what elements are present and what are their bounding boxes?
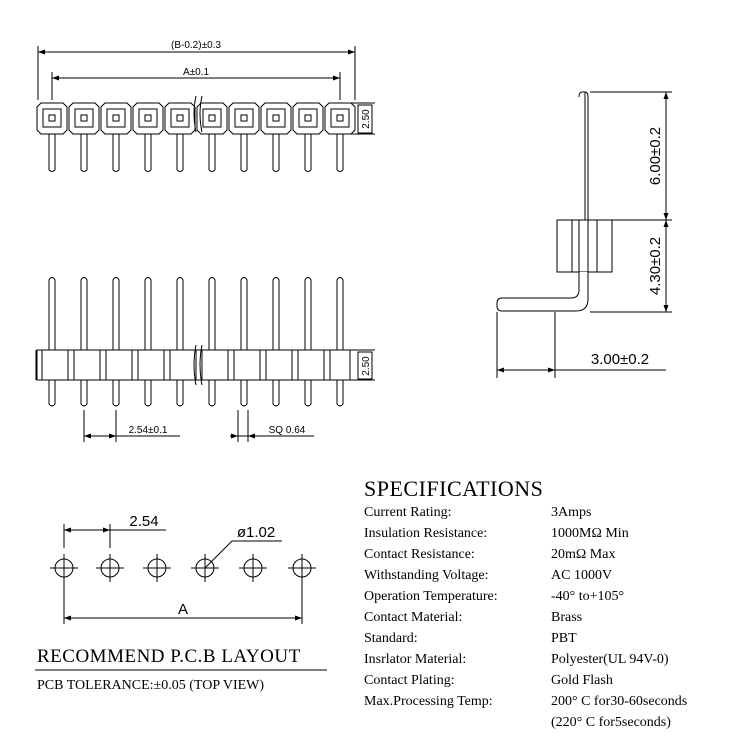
specifications-table [364,505,687,730]
top-view-pin-position [197,103,227,172]
pcb-hole [143,554,171,582]
spec-value: 20mΩ Max [551,547,616,562]
pcb-hole [288,554,316,582]
front-view-pin [337,278,343,407]
top-view-pin-position [37,103,67,172]
a-dimension: A±0.1 [182,67,210,78]
side-view [497,92,672,378]
front-view-pin [177,278,183,407]
spec-label: Withstanding Voltage: [364,568,489,583]
pcb-tolerance: PCB TOLERANCE:±0.05 (TOP VIEW) [37,678,265,693]
specifications-title: SPECIFICATIONS [364,476,544,501]
spec-label: Contact Plating: [364,673,455,688]
front-view-pin [273,278,279,407]
pcb-hole [239,554,267,582]
spec-label: Operation Temperature: [364,589,498,604]
spec-value: 1000MΩ Min [551,526,629,541]
pcb-layout [35,513,327,693]
pcb-pitch-dimension: 2.54 [129,513,159,530]
top-view-pin-position [261,103,291,172]
pcb-span-dimension: A [177,601,189,618]
top-view [37,40,375,172]
spec-label: Standard: [364,631,418,646]
spec-value: Polyester(UL 94V-0) [551,652,669,667]
spec-label: Insrlator Material: [364,652,467,667]
front-view-pin [49,278,55,407]
front-view-pins [49,278,343,407]
housing-height-dimension: 4.30±0.2 [647,236,664,296]
top-view-pin-position [69,103,99,172]
square-pin-dimension: SQ 0.64 [268,425,306,436]
hole-diameter-dimension: ø1.02 [236,524,276,541]
spec-value: AC 1000V [551,568,613,583]
front-height-dimension: 2.50 [361,356,372,376]
spec-label: Insulation Resistance: [364,526,488,541]
front-view-pin [145,278,151,407]
spec-value: Gold Flash [551,673,613,688]
spec-value: Brass [551,610,583,625]
pin-length-dimension: 6.00±0.2 [647,126,664,186]
pcb-layout-title: RECOMMEND P.C.B LAYOUT [37,646,301,667]
tail-length-dimension: 3.00±0.2 [590,351,650,368]
front-view-pin [113,278,119,407]
spec-value: 3Amps [551,505,592,520]
top-height-dimension: 2.50 [361,109,372,129]
top-view-pin-position [101,103,131,172]
top-view-housings [37,103,355,172]
top-view-pin-position [165,103,195,172]
spec-value: PBT [551,631,577,646]
spec-value: 200° C for30-60seconds [551,694,688,709]
front-view-pin [305,278,311,407]
spec-value: (220° C for5seconds) [551,715,671,730]
spec-label: Contact Resistance: [364,547,475,562]
pcb-hole [96,554,124,582]
pitch-dimension: 2.54±0.1 [128,425,168,436]
front-view [36,278,375,443]
top-view-pin-position [229,103,259,172]
spec-label: Current Rating: [364,505,452,520]
specifications [364,476,687,730]
top-view-pin-position [133,103,163,172]
top-view-pin-position [325,103,355,172]
spec-label: Contact Material: [364,610,463,625]
pcb-holes [50,554,316,582]
spec-label: Max.Processing Temp: [364,694,493,709]
top-view-pin-position [293,103,323,172]
spec-value: -40° to+105° [551,589,625,604]
front-view-pin [209,278,215,407]
front-view-pin [241,278,247,407]
pcb-hole [50,554,78,582]
front-view-pin [81,278,87,407]
overall-length-dimension: (B-0.2)±0.3 [171,40,221,51]
